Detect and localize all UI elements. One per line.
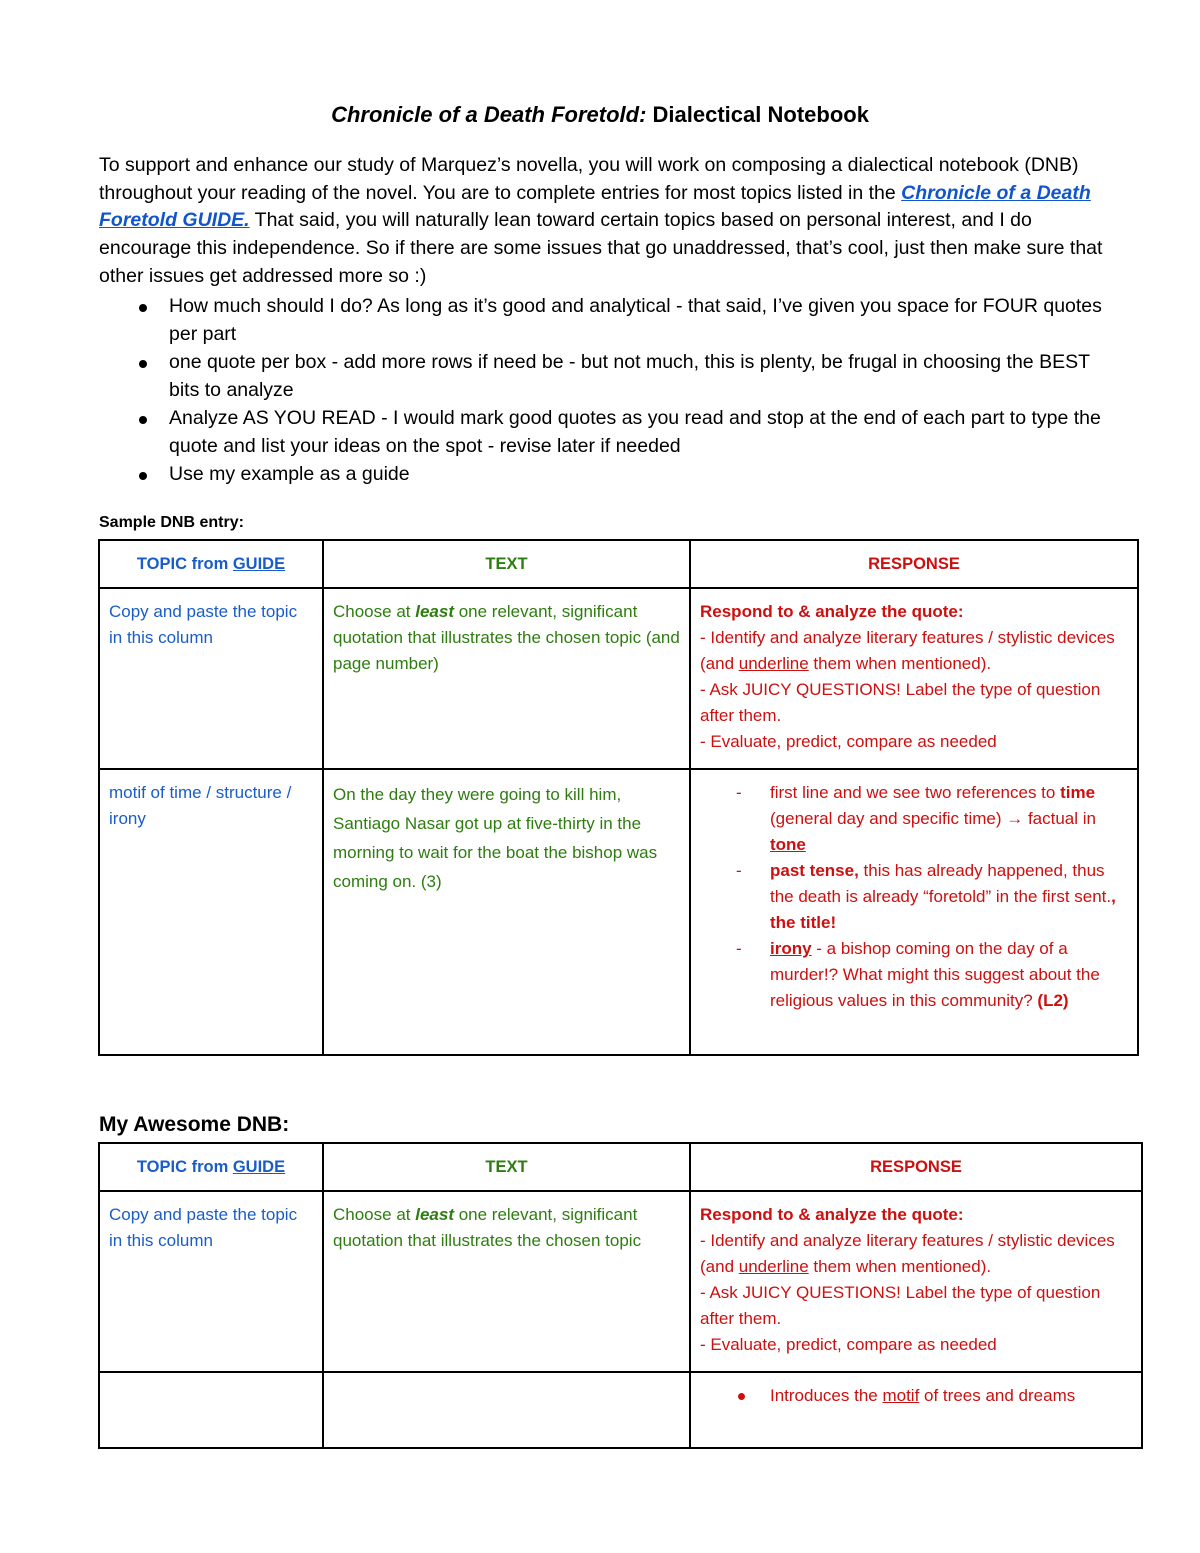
response-instruction: Respond to & analyze the quote: - Identify and analyze literary features / stylistic devices (and underline them when mentioned). - Ask JUICY QUESTIONS! Label the type of question after them. - Evaluate, predict, compare as needed — [690, 588, 1138, 769]
bullet-icon — [139, 360, 147, 368]
guide-link[interactable]: Chronicle of a Death Foretold GUIDE. — [99, 181, 1091, 232]
table-row — [99, 1191, 1142, 1372]
response-list — [700, 780, 1128, 1014]
response-list — [700, 1383, 1132, 1409]
sample-entry-label: Sample DNB entry: — [99, 514, 244, 531]
dash-icon: - — [736, 861, 742, 880]
title-rest: Dialectical Notebook — [646, 102, 869, 127]
my-dnb-table — [98, 1142, 1143, 1449]
header-response: RESPONSE — [690, 540, 1138, 588]
header-text: TEXT — [323, 540, 690, 588]
text-instruction: Choose at least one relevant, significant quotation that illustrates the chosen topic (and page number) — [323, 588, 690, 769]
header-response: RESPONSE — [690, 1143, 1142, 1191]
topic-instruction: Copy and paste the topic in this column — [99, 1191, 323, 1372]
list-item: Introduces the motif of trees and dreams — [700, 1383, 1132, 1409]
title-italic: Chronicle of a Death Foretold: — [331, 102, 647, 127]
dash-icon: - — [736, 939, 742, 958]
bullet-icon — [139, 472, 147, 480]
intro-text-2: That said, you will naturally lean toward certain topics based on personal interest, and I do encourage this independence. So if there are some issues that go unaddressed, that’s cool, just then make sure that other issues get addressed more so :) — [99, 209, 1103, 287]
page-title — [0, 102, 1200, 128]
intro-text-1: To support and enhance our study of Marquez’s novella, you will work on composing a dialectical notebook (DNB) throughout your reading of the novel. You are to complete entries for most topics listed in the — [99, 154, 1079, 204]
table-row — [99, 769, 1138, 1055]
sample-topic: motif of time / structure / irony — [99, 769, 323, 1055]
list-item: Use my example as a guide — [99, 461, 1109, 489]
intro-paragraph — [99, 152, 1109, 291]
list-item: Analyze AS YOU READ - I would mark good quotes as you read and stop at the end of each part to type the quote and list your ideas on the spot - revise later if needed — [99, 405, 1109, 460]
table-header-row — [99, 1143, 1142, 1191]
list-item: one quote per box - add more rows if need be - but not much, this is plenty, be frugal in choosing the BEST bits to analyze — [99, 349, 1109, 404]
response-instruction: Respond to & analyze the quote: - Identify and analyze literary features / stylistic devices (and underline them when mentioned). - Ask JUICY QUESTIONS! Label the type of question after them. - Evaluate, predict, compare as needed — [690, 1191, 1142, 1372]
table-header-row — [99, 540, 1138, 588]
table-row — [99, 588, 1138, 769]
sample-dnb-table — [98, 539, 1139, 1056]
list-item: - irony - a bishop coming on the day of a murder!? What might this suggest about the religious values in this community? (L2) — [700, 936, 1128, 1014]
my-text-cell[interactable] — [323, 1372, 690, 1448]
list-item: How much should I do? As long as it’s good and analytical - that said, I’ve given you space for FOUR quotes per part — [99, 293, 1109, 348]
bullet-icon — [139, 416, 147, 424]
my-topic-cell[interactable] — [99, 1372, 323, 1448]
dash-icon: - — [736, 783, 742, 802]
table-row — [99, 1372, 1142, 1448]
guide-header-link[interactable]: GUIDE — [232, 555, 286, 573]
list-item: - first line and we see two references to time (general day and specific time) → factual in tone — [700, 780, 1128, 858]
header-topic: TOPIC from GUIDE — [99, 540, 323, 588]
header-text: TEXT — [323, 1143, 690, 1191]
text-instruction: Choose at least one relevant, significant quotation that illustrates the chosen topic — [323, 1191, 690, 1372]
instruction-list — [99, 293, 1109, 489]
header-topic: TOPIC from GUIDE — [99, 1143, 323, 1191]
sample-response — [690, 769, 1138, 1055]
bullet-icon — [738, 1393, 745, 1400]
my-response-cell[interactable] — [690, 1372, 1142, 1448]
topic-instruction: Copy and paste the topic in this column — [99, 588, 323, 769]
list-item: - past tense, this has already happened, thus the death is already “foretold” in the first sent., the title! — [700, 858, 1128, 936]
bullet-icon — [139, 304, 147, 312]
my-dnb-heading: My Awesome DNB: — [99, 1113, 290, 1136]
guide-header-link[interactable]: GUIDE — [232, 1158, 286, 1176]
sample-quote: On the day they were going to kill him, Santiago Nasar got up at five-thirty in the morning to wait for the boat the bishop was coming on. (3) — [323, 769, 690, 1055]
